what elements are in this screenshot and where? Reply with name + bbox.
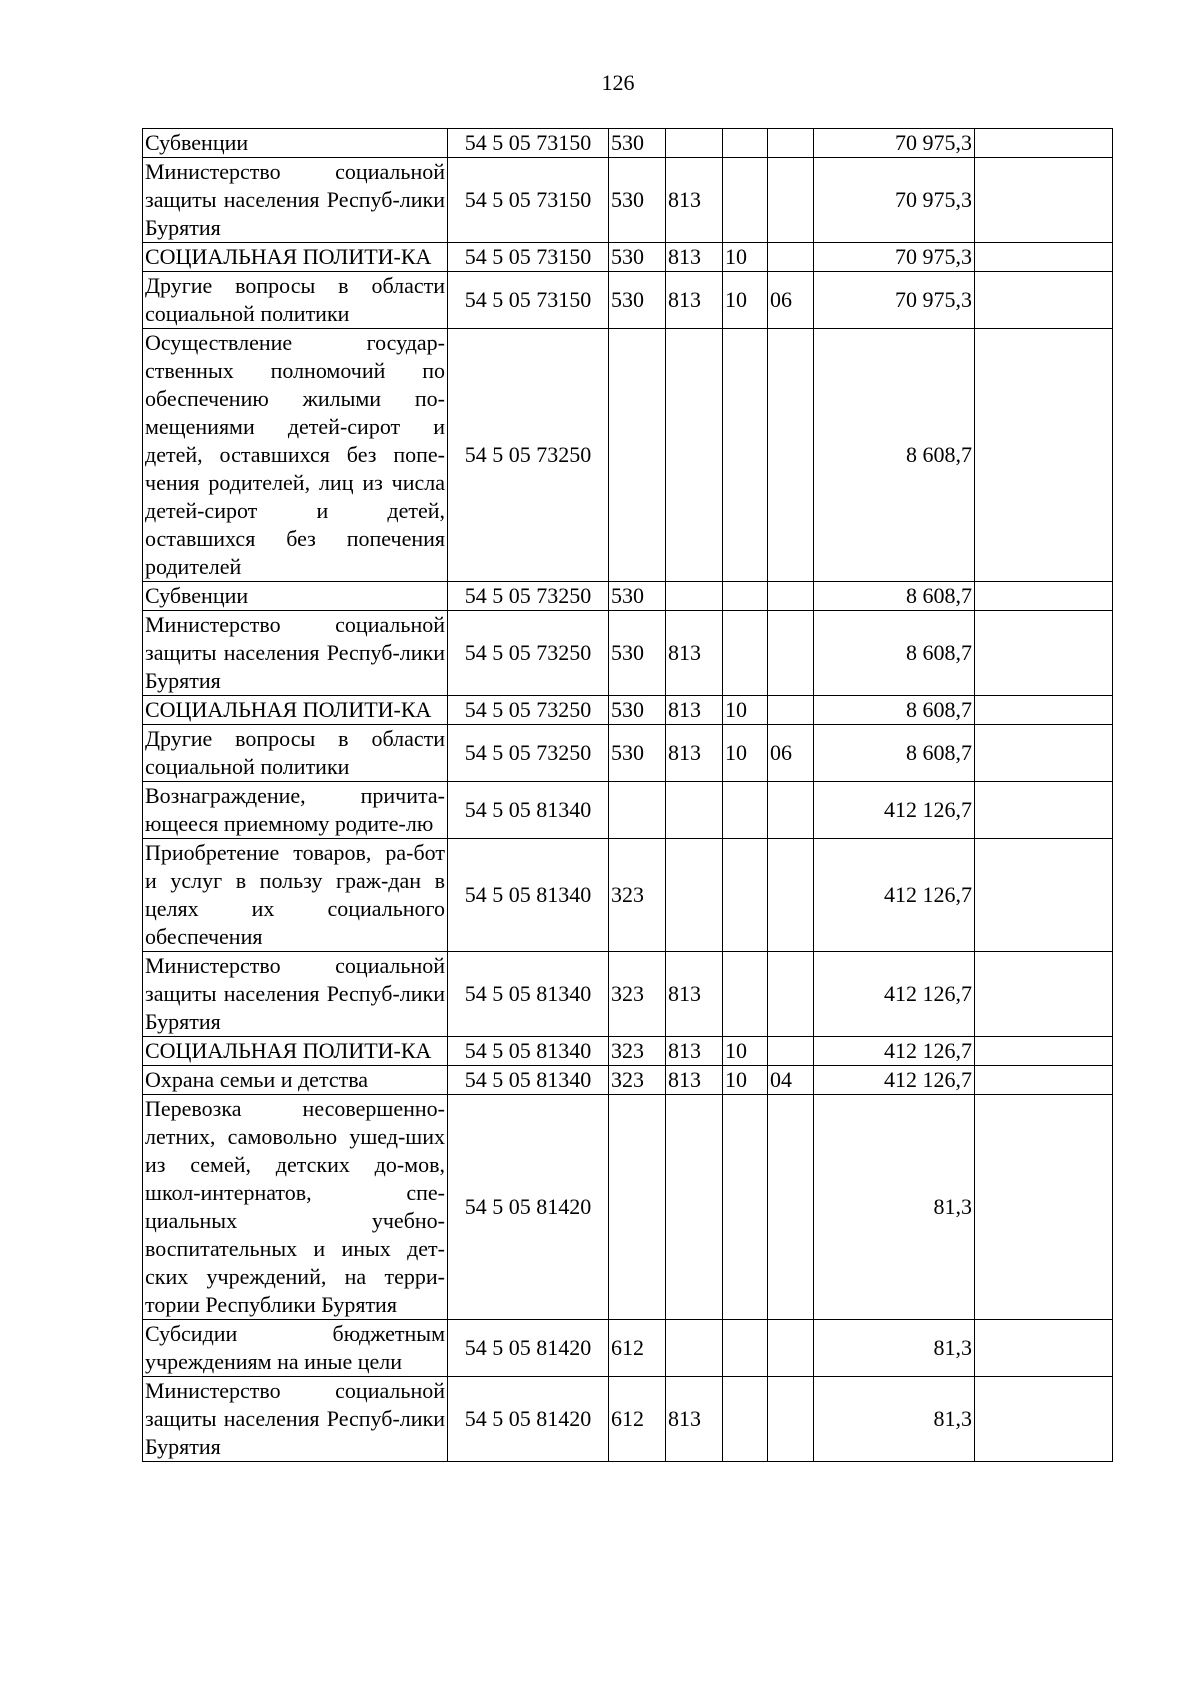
amount-cell: 70 975,3 <box>814 243 975 272</box>
amount-cell: 412 126,7 <box>814 1037 975 1066</box>
empty-cell <box>975 782 1113 839</box>
section-code-cell: 10 <box>723 1066 768 1095</box>
subsection-code-cell: 04 <box>768 1066 814 1095</box>
empty-cell <box>975 1320 1113 1377</box>
subsection-code-cell <box>768 158 814 243</box>
page-number: 126 <box>601 70 635 95</box>
target-code-cell: 54 5 05 81420 <box>448 1377 609 1462</box>
table-row <box>143 272 1113 329</box>
amount-cell: 81,3 <box>814 1095 975 1320</box>
table-row <box>143 611 1113 696</box>
ministry-code-cell <box>666 1320 723 1377</box>
ministry-code-cell: 813 <box>666 1377 723 1462</box>
amount-cell: 8 608,7 <box>814 611 975 696</box>
empty-cell <box>975 243 1113 272</box>
subsection-code-cell <box>768 1377 814 1462</box>
subsection-code-cell <box>768 1320 814 1377</box>
subsection-code-cell <box>768 1095 814 1320</box>
ministry-code-cell <box>666 129 723 158</box>
empty-cell <box>975 611 1113 696</box>
table-row <box>143 1037 1113 1066</box>
table-row <box>143 1066 1113 1095</box>
expense-type-cell: 530 <box>609 158 666 243</box>
target-code-cell: 54 5 05 81340 <box>448 839 609 952</box>
ministry-code-cell <box>666 329 723 582</box>
table-row <box>143 329 1113 582</box>
section-code-cell: 10 <box>723 272 768 329</box>
empty-cell <box>975 272 1113 329</box>
table-body <box>143 129 1113 1462</box>
target-code-cell: 54 5 05 81340 <box>448 952 609 1037</box>
row-name-cell: Субвенции <box>143 582 448 611</box>
target-code-cell: 54 5 05 81340 <box>448 782 609 839</box>
target-code-cell: 54 5 05 81420 <box>448 1320 609 1377</box>
row-name-cell: СОЦИАЛЬНАЯ ПОЛИТИ-КА <box>143 243 448 272</box>
section-code-cell <box>723 158 768 243</box>
section-code-cell: 10 <box>723 725 768 782</box>
subsection-code-cell <box>768 329 814 582</box>
row-name-cell: Министерство социальной защиты населения Респуб-лики Бурятия <box>143 952 448 1037</box>
amount-cell: 70 975,3 <box>814 158 975 243</box>
expense-type-cell <box>609 782 666 839</box>
table-row <box>143 243 1113 272</box>
subsection-code-cell <box>768 696 814 725</box>
amount-cell: 8 608,7 <box>814 725 975 782</box>
table-row <box>143 839 1113 952</box>
empty-cell <box>975 1066 1113 1095</box>
target-code-cell: 54 5 05 81340 <box>448 1066 609 1095</box>
subsection-code-cell <box>768 582 814 611</box>
table-row <box>143 582 1113 611</box>
ministry-code-cell <box>666 1095 723 1320</box>
table-row <box>143 129 1113 158</box>
expense-type-cell: 530 <box>609 272 666 329</box>
table-row <box>143 782 1113 839</box>
empty-cell <box>975 329 1113 582</box>
subsection-code-cell <box>768 243 814 272</box>
section-code-cell <box>723 582 768 611</box>
ministry-code-cell <box>666 582 723 611</box>
row-name-cell: СОЦИАЛЬНАЯ ПОЛИТИ-КА <box>143 1037 448 1066</box>
row-name-cell: СОЦИАЛЬНАЯ ПОЛИТИ-КА <box>143 696 448 725</box>
section-code-cell <box>723 782 768 839</box>
amount-cell: 8 608,7 <box>814 329 975 582</box>
amount-cell: 8 608,7 <box>814 582 975 611</box>
amount-cell: 8 608,7 <box>814 696 975 725</box>
row-name-cell: Вознаграждение, причита-ющееся приемному родите-лю <box>143 782 448 839</box>
amount-cell: 81,3 <box>814 1377 975 1462</box>
target-code-cell: 54 5 05 73250 <box>448 696 609 725</box>
ministry-code-cell: 813 <box>666 243 723 272</box>
row-name-cell: Министерство социальной защиты населения Респуб-лики Бурятия <box>143 1377 448 1462</box>
table-row <box>143 952 1113 1037</box>
section-code-cell <box>723 129 768 158</box>
amount-cell: 70 975,3 <box>814 272 975 329</box>
target-code-cell: 54 5 05 73250 <box>448 582 609 611</box>
row-name-cell: Приобретение товаров, ра-бот и услуг в пользу граж-дан в целях их социального обеспечения <box>143 839 448 952</box>
table-row <box>143 1095 1113 1320</box>
expense-type-cell: 612 <box>609 1320 666 1377</box>
subsection-code-cell <box>768 839 814 952</box>
row-name-cell: Другие вопросы в области социальной политики <box>143 272 448 329</box>
target-code-cell: 54 5 05 81340 <box>448 1037 609 1066</box>
target-code-cell: 54 5 05 73150 <box>448 243 609 272</box>
budget-table <box>142 128 1113 1462</box>
amount-cell: 412 126,7 <box>814 1066 975 1095</box>
ministry-code-cell: 813 <box>666 272 723 329</box>
row-name-cell: Министерство социальной защиты населения Респуб-лики Бурятия <box>143 611 448 696</box>
expense-type-cell: 612 <box>609 1377 666 1462</box>
target-code-cell: 54 5 05 73150 <box>448 129 609 158</box>
section-code-cell <box>723 1320 768 1377</box>
expense-type-cell: 530 <box>609 129 666 158</box>
amount-cell: 81,3 <box>814 1320 975 1377</box>
ministry-code-cell: 813 <box>666 696 723 725</box>
table-row <box>143 725 1113 782</box>
row-name-cell: Субвенции <box>143 129 448 158</box>
table-row <box>143 1320 1113 1377</box>
ministry-code-cell: 813 <box>666 1066 723 1095</box>
subsection-code-cell <box>768 782 814 839</box>
ministry-code-cell: 813 <box>666 725 723 782</box>
row-name-cell: Охрана семьи и детства <box>143 1066 448 1095</box>
subsection-code-cell <box>768 129 814 158</box>
ministry-code-cell <box>666 782 723 839</box>
section-code-cell <box>723 1095 768 1320</box>
expense-type-cell: 530 <box>609 696 666 725</box>
empty-cell <box>975 725 1113 782</box>
empty-cell <box>975 952 1113 1037</box>
subsection-code-cell: 06 <box>768 725 814 782</box>
empty-cell <box>975 158 1113 243</box>
empty-cell <box>975 839 1113 952</box>
target-code-cell: 54 5 05 73250 <box>448 611 609 696</box>
table-row <box>143 696 1113 725</box>
row-name-cell: Осуществление государ-ственных полномочий по обеспечению жилыми по-мещениями детей-сирот и детей, оставшихся без попе-чения родителей, лиц из числа детей-сирот и детей, оставшихся без попечения родителей <box>143 329 448 582</box>
section-code-cell: 10 <box>723 243 768 272</box>
section-code-cell: 10 <box>723 1037 768 1066</box>
expense-type-cell <box>609 1095 666 1320</box>
ministry-code-cell: 813 <box>666 611 723 696</box>
amount-cell: 412 126,7 <box>814 839 975 952</box>
row-name-cell: Министерство социальной защиты населения Респуб-лики Бурятия <box>143 158 448 243</box>
expense-type-cell <box>609 329 666 582</box>
section-code-cell <box>723 952 768 1037</box>
target-code-cell: 54 5 05 73150 <box>448 158 609 243</box>
expense-type-cell: 323 <box>609 839 666 952</box>
expense-type-cell: 530 <box>609 611 666 696</box>
section-code-cell <box>723 329 768 582</box>
expense-type-cell: 323 <box>609 1037 666 1066</box>
target-code-cell: 54 5 05 73250 <box>448 725 609 782</box>
ministry-code-cell <box>666 839 723 952</box>
expense-type-cell: 530 <box>609 725 666 782</box>
subsection-code-cell: 06 <box>768 272 814 329</box>
section-code-cell: 10 <box>723 696 768 725</box>
section-code-cell <box>723 611 768 696</box>
section-code-cell <box>723 839 768 952</box>
table-row <box>143 1377 1113 1462</box>
empty-cell <box>975 129 1113 158</box>
amount-cell: 70 975,3 <box>814 129 975 158</box>
subsection-code-cell <box>768 952 814 1037</box>
expense-type-cell: 530 <box>609 582 666 611</box>
section-code-cell <box>723 1377 768 1462</box>
row-name-cell: Перевозка несовершенно-летних, самовольно ушед-ших из семей, детских до-мов, школ-интернатов, спе-циальных учебно-воспитательных и иных дет-ских учреждений, на терри-тории Республики Бурятия <box>143 1095 448 1320</box>
expense-type-cell: 323 <box>609 1066 666 1095</box>
row-name-cell: Другие вопросы в области социальной политики <box>143 725 448 782</box>
target-code-cell: 54 5 05 73150 <box>448 272 609 329</box>
target-code-cell: 54 5 05 73250 <box>448 329 609 582</box>
ministry-code-cell: 813 <box>666 1037 723 1066</box>
table-row <box>143 158 1113 243</box>
empty-cell <box>975 696 1113 725</box>
ministry-code-cell: 813 <box>666 952 723 1037</box>
subsection-code-cell <box>768 611 814 696</box>
ministry-code-cell: 813 <box>666 158 723 243</box>
amount-cell: 412 126,7 <box>814 952 975 1037</box>
subsection-code-cell <box>768 1037 814 1066</box>
empty-cell <box>975 582 1113 611</box>
expense-type-cell: 323 <box>609 952 666 1037</box>
empty-cell <box>975 1377 1113 1462</box>
empty-cell <box>975 1095 1113 1320</box>
target-code-cell: 54 5 05 81420 <box>448 1095 609 1320</box>
amount-cell: 412 126,7 <box>814 782 975 839</box>
expense-type-cell: 530 <box>609 243 666 272</box>
row-name-cell: Субсидии бюджетным учреждениям на иные цели <box>143 1320 448 1377</box>
empty-cell <box>975 1037 1113 1066</box>
